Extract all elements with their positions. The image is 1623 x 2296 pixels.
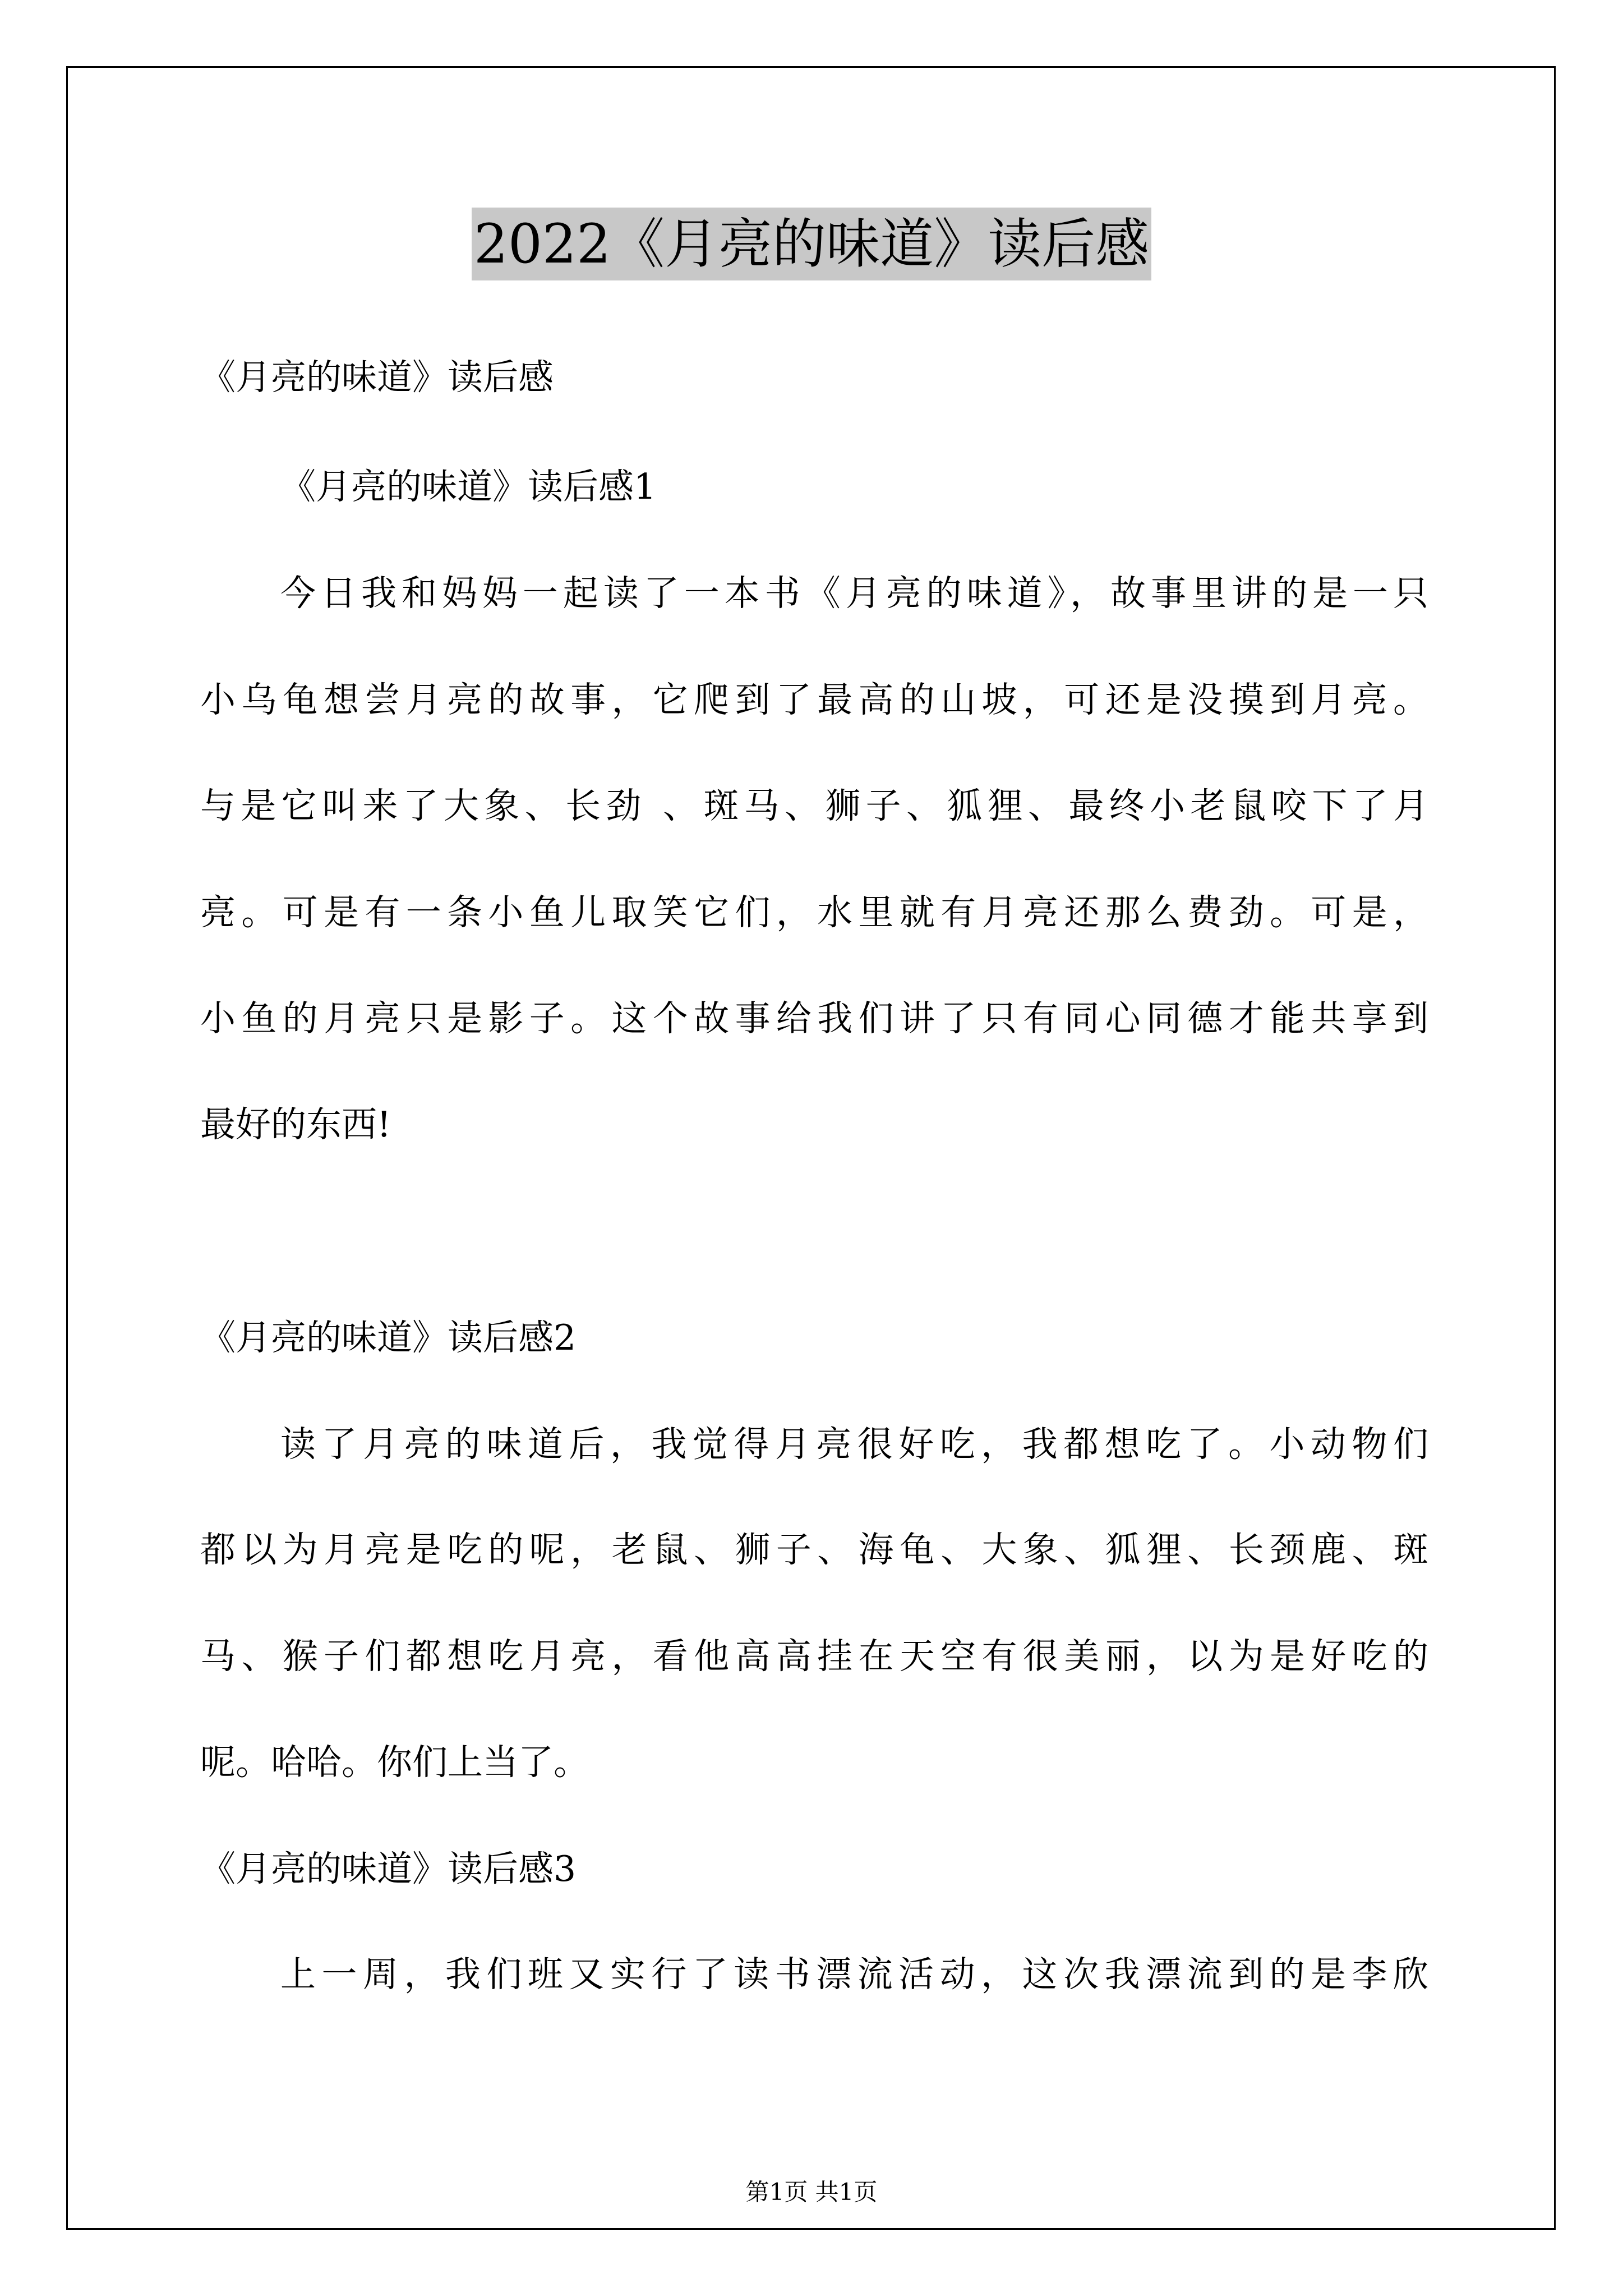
section-heading: 《月亮的味道》读后感2 <box>200 1317 577 1358</box>
paragraph-line: 读了月亮的味道后，我觉得月亮很好吃，我都想吃了。小动物们 <box>280 1424 1428 1465</box>
paragraph-line: 呢。哈哈。你们上当了。 <box>200 1742 589 1783</box>
document-title: 2022《月亮的味道》读后感 <box>472 208 1151 280</box>
paragraph-line: 与是它叫来了大象、长劲 、斑马、狮子、狐狸、最终小老鼠咬下了月 <box>200 785 1428 826</box>
section-heading: 《月亮的味道》读后感3 <box>200 1848 577 1889</box>
paragraph-line: 上一周，我们班又实行了读书漂流活动，这次我漂流到的是李欣 <box>280 1954 1428 1995</box>
paragraph-line: 小鱼的月亮只是影子。这个故事给我们讲了只有同心同德才能共享到 <box>200 998 1428 1039</box>
paragraph-line: 小乌龟想尝月亮的故事，它爬到了最高的山坡，可还是没摸到月亮。 <box>200 679 1428 720</box>
paragraph-line: 今日我和妈妈一起读了一本书《月亮的味道》，故事里讲的是一只 <box>280 573 1428 614</box>
document-subtitle: 《月亮的味道》读后感 <box>200 357 554 398</box>
paragraph-line: 都以为月亮是吃的呢，老鼠、狮子、海龟、大象、狐狸、长颈鹿、斑 <box>200 1529 1428 1570</box>
title-container <box>0 208 1623 280</box>
paragraph-line: 亮。可是有一条小鱼儿取笑它们，水里就有月亮还那么费劲。可是， <box>200 892 1428 933</box>
page-footer: 第1页 共1页 <box>745 2178 878 2206</box>
paragraph-line: 马、猴子们都想吃月亮，看他高高挂在天空有很美丽，以为是好吃的 <box>200 1636 1428 1677</box>
section-heading: 《月亮的味道》读后感1 <box>280 466 657 507</box>
paragraph-line: 最好的东西! <box>200 1104 391 1145</box>
